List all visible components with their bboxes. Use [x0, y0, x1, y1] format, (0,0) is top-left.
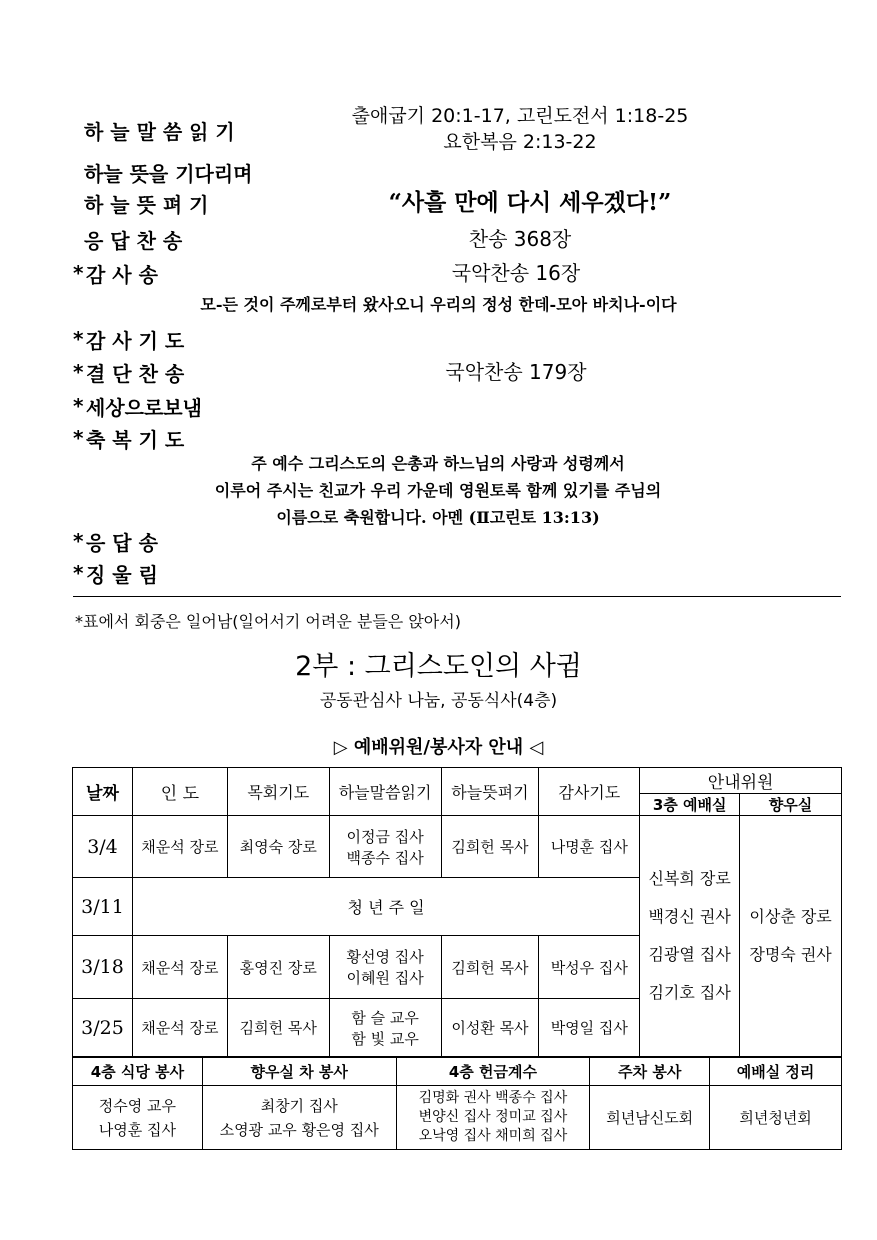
order-row-sermon — [0, 186, 877, 220]
order-label-sending: 세상으로보냄 — [86, 395, 202, 420]
thanks-song-hymn: 국악찬송 16장 — [451, 261, 581, 285]
usher-hyang: 장명숙 권사 — [749, 945, 832, 964]
header-tea: 향우실 차 봉사 — [202, 1058, 396, 1086]
row-sermon: 김희헌 목사 — [441, 816, 539, 878]
header-thanks-prayer: 감사기도 — [539, 768, 640, 816]
usher-3f: 김광열 집사 — [648, 945, 731, 964]
standing-star: * — [73, 327, 84, 351]
header-ushers-hyang: 향우실 — [740, 794, 842, 816]
sermon-title: “사흘 만에 다시 세우겠다!” — [388, 189, 672, 216]
header-pastoral-prayer: 목회기도 — [227, 768, 329, 816]
volunteers-table-title: ▷ 예배위원/봉사자 안내 ◁ — [333, 737, 544, 758]
order-label-waiting: 하늘 뜻을 기다리며 — [84, 161, 253, 186]
standing-star: * — [73, 529, 84, 553]
ushers-3f-list — [640, 816, 740, 1057]
tea-volunteers — [202, 1086, 396, 1150]
standing-star: * — [73, 261, 84, 285]
order-label-sermon: 하 늘 뜻 펴 기 — [84, 192, 209, 217]
offering-lyric: 모-든 것이 주께로부터 왔사오니 우리의 정성 한데-모아 바치나-이다 — [200, 295, 677, 314]
row-reading — [329, 999, 441, 1057]
reader-2: 백종수 집사 — [346, 848, 424, 867]
benediction-line-2: 이루어 주시는 친교가 우리 가운데 영원토록 함께 있기를 주님의 — [214, 481, 662, 500]
order-label-blessing: 축 복 기 도 — [86, 427, 185, 452]
youth-sunday: 청 년 주 일 — [132, 878, 639, 936]
header-cleanup: 예배실 정리 — [710, 1058, 842, 1086]
order-label-thanks-song: 감 사 송 — [86, 262, 158, 287]
order-row-thanks-song — [0, 256, 877, 290]
order-label-scripture: 하 늘 말 씀 읽 기 — [84, 119, 235, 144]
standing-star: * — [73, 360, 84, 384]
row-thanks: 박영일 집사 — [539, 999, 640, 1057]
scripture-line-2: 요한복음 2:13-22 — [443, 131, 597, 153]
row-prayer: 김희헌 목사 — [227, 999, 329, 1057]
order-label-decision: 결 단 찬 송 — [86, 361, 185, 386]
counting-volunteers — [396, 1086, 590, 1150]
reader-1: 함 슬 교우 — [351, 1008, 419, 1027]
row-date: 3/4 — [73, 816, 133, 878]
order-row-amen — [0, 524, 877, 558]
benediction-text — [0, 450, 877, 531]
order-row-scripture — [0, 113, 877, 147]
usher-3f: 김기호 집사 — [648, 983, 731, 1002]
usher-3f: 백경신 권사 — [648, 907, 731, 926]
row-leader: 채운석 장로 — [132, 816, 227, 878]
order-label-bell: 징 울 림 — [86, 562, 158, 587]
order-label-response: 응 답 찬 송 — [84, 228, 183, 253]
kitchen-volunteers — [73, 1086, 203, 1150]
standing-note: *표에서 회중은 일어남(일어서기 어려운 분들은 앉아서) — [75, 612, 461, 631]
row-leader: 채운석 장로 — [132, 936, 227, 999]
table-row — [73, 816, 842, 878]
usher-3f: 신복희 장로 — [648, 869, 731, 888]
counting-volunteer: 변양신 집사 정미교 집사 — [418, 1109, 568, 1125]
header-parking: 주차 봉사 — [590, 1058, 710, 1086]
row-prayer: 최영숙 장로 — [227, 816, 329, 878]
row-reading — [329, 816, 441, 878]
reader-1: 이정금 집사 — [346, 827, 424, 846]
tea-volunteer: 소영광 교우 황은영 집사 — [219, 1120, 379, 1139]
row-thanks: 박성우 집사 — [539, 936, 640, 999]
standing-star: * — [73, 561, 84, 585]
order-row-bell — [0, 556, 877, 590]
parking-volunteers: 희년남신도회 — [590, 1086, 710, 1150]
header-kitchen: 4층 식당 봉사 — [73, 1058, 203, 1086]
reader-1: 황선영 집사 — [346, 948, 424, 966]
ushers-hyang-list — [740, 816, 842, 1057]
usher-hyang: 이상춘 장로 — [749, 907, 832, 926]
section-divider — [73, 596, 841, 597]
table-row — [73, 1086, 842, 1150]
response-hymn: 찬송 368장 — [468, 227, 572, 251]
header-date: 날짜 — [73, 768, 133, 816]
benediction-line-3: 이름으로 축원합니다. 아멘 (Ⅱ고린토 13:13) — [276, 508, 600, 527]
header-reading: 하늘말씀읽기 — [329, 768, 441, 816]
order-row-response — [0, 222, 877, 256]
header-sermon: 하늘뜻펴기 — [441, 768, 539, 816]
order-row-waiting — [0, 155, 877, 189]
header-counting: 4층 헌금계수 — [396, 1058, 590, 1086]
order-label-amen: 응 답 송 — [86, 530, 158, 555]
part2-subtitle: 공동관심사 나눔, 공동식사(4층) — [319, 691, 558, 711]
part2-title: 2부 : 그리스도인의 사귐 — [295, 651, 582, 682]
volunteer-duties-table — [72, 1057, 842, 1150]
row-date: 3/18 — [73, 936, 133, 999]
row-date: 3/11 — [73, 878, 133, 936]
header-ushers-3f: 3층 예배실 — [640, 794, 740, 816]
counting-volunteer: 오낙영 집사 채미희 집사 — [418, 1128, 568, 1144]
scripture-line-1: 출애굽기 20:1-17, 고린도전서 1:18-25 — [351, 105, 689, 127]
standing-star: * — [73, 394, 84, 418]
order-row-decision — [0, 355, 877, 389]
reader-2: 이혜원 집사 — [346, 969, 424, 987]
header-leader: 인 도 — [132, 768, 227, 816]
row-date: 3/25 — [73, 999, 133, 1057]
decision-hymn: 국악찬송 179장 — [445, 360, 587, 384]
header-ushers: 안내위원 — [640, 768, 842, 794]
row-sermon: 이성환 목사 — [441, 999, 539, 1057]
row-prayer: 홍영진 장로 — [227, 936, 329, 999]
standing-star: * — [73, 426, 84, 450]
row-reading — [329, 936, 441, 999]
benediction-line-1: 주 예수 그리스도의 은총과 하느님의 사랑과 성령께서 — [251, 454, 625, 473]
reader-2: 함 빛 교우 — [351, 1029, 419, 1048]
counting-volunteer: 김명화 권사 백종수 집사 — [418, 1090, 568, 1106]
order-label-thanks-prayer: 감 사 기 도 — [86, 328, 185, 353]
order-row-sending — [0, 389, 877, 423]
kitchen-volunteer: 나영훈 집사 — [98, 1120, 177, 1139]
order-row-thanks-prayer — [0, 322, 877, 356]
tea-volunteer: 최창기 집사 — [260, 1096, 338, 1115]
row-thanks: 나명훈 집사 — [539, 816, 640, 878]
row-leader: 채운석 장로 — [132, 999, 227, 1057]
row-sermon: 김희헌 목사 — [441, 936, 539, 999]
cleanup-volunteers: 희년청년회 — [710, 1086, 842, 1150]
kitchen-volunteer: 정수영 교우 — [98, 1096, 177, 1115]
worship-committee-table — [72, 767, 842, 1057]
